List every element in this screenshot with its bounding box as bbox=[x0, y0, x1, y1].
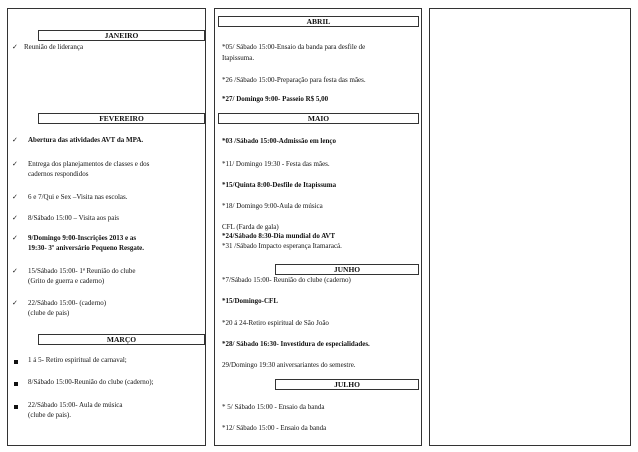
checkmark-icon: ✓ bbox=[12, 193, 18, 201]
fevereiro-item-6-cont: (Grito de guerra e caderno) bbox=[28, 277, 105, 285]
julho-item-1: * 5/ Sábado 15:00 - Ensaio da banda bbox=[222, 403, 325, 411]
fevereiro-header bbox=[38, 113, 205, 124]
abril-item-2: *26 /Sábado 15:00-Preparação para festa das mães. bbox=[222, 76, 366, 84]
maio-title: MAIO bbox=[307, 114, 330, 123]
janeiro-title: JANEIRO bbox=[104, 31, 139, 40]
fevereiro-item-4: 8/Sábado 15:00 – Visita aos pais bbox=[28, 214, 120, 222]
checkmark-icon: ✓ bbox=[12, 234, 18, 242]
junho-item-5: 29/Domingo 19:30 aniversariantes do semestre. bbox=[222, 361, 356, 369]
square-bullet-icon bbox=[14, 357, 18, 368]
janeiro-header bbox=[38, 30, 205, 41]
left-column-panel bbox=[7, 8, 206, 446]
janeiro-item-1: Reunião de liderança bbox=[24, 43, 84, 51]
fevereiro-item-5: 9/Domingo 9:00-Inscrições 2013 e as bbox=[28, 234, 137, 242]
fevereiro-item-2-cont: cadernos respondidos bbox=[28, 170, 89, 178]
fevereiro-item-2: Entrega dos planejamentos de classes e dos bbox=[28, 160, 150, 168]
julho-header bbox=[275, 379, 419, 390]
maio-item-5: CFL (Farda de gala) bbox=[222, 223, 279, 231]
abril-item-1-cont: Itapissuma. bbox=[222, 54, 255, 62]
checkmark-icon: ✓ bbox=[12, 136, 18, 144]
julho-item-2: *12/ Sábado 15:00 - Ensaio da banda bbox=[222, 424, 327, 432]
fevereiro-item-7: 22/Sábado 15:00- (caderno) bbox=[28, 299, 107, 307]
marco-title: MARÇO bbox=[106, 335, 137, 344]
maio-item-1: *03 /Sábado 15:00-Admissão em lenço bbox=[222, 137, 336, 145]
marco-item-2: 8/Sábado 15:00-Reunião do clube (caderno); bbox=[28, 378, 154, 386]
marco-item-3-cont: (clube de pais). bbox=[28, 411, 71, 419]
junho-header bbox=[275, 264, 419, 275]
maio-item-4: *18/ Domingo 9:00-Aula de música bbox=[222, 202, 323, 210]
abril-item-3: *27/ Domingo 9:00- Passeio R$ 5,00 bbox=[222, 95, 329, 103]
maio-item-7: *31 /Sábado Impacto esperança Itamaracá. bbox=[222, 242, 342, 250]
maio-item-6: *24/Sábado 8:30-Dia mundial do AVT bbox=[222, 232, 336, 240]
junho-item-4: *28/ Sábado 16:30- Investidura de especialidades. bbox=[222, 340, 370, 348]
abril-title: ABRIL bbox=[306, 17, 331, 26]
fevereiro-item-7-cont: (clube de pais) bbox=[28, 309, 70, 317]
abril-item-1: *05/ Sábado 15:00-Ensaio da banda para desfile de bbox=[222, 43, 366, 51]
junho-title: JUNHO bbox=[333, 265, 361, 274]
fevereiro-item-3: 6 e 7/Qui e Sex –Visita nas escolas. bbox=[28, 193, 128, 201]
maio-item-3: *15/Quinta 8:00-Desfile de Itapissuma bbox=[222, 181, 337, 189]
marco-item-3: 22/Sábado 15:00- Aula de música bbox=[28, 401, 123, 409]
square-bullet-icon bbox=[14, 379, 18, 390]
fevereiro-item-1: Abertura das atividades AVT da MPA. bbox=[28, 136, 144, 144]
checkmark-icon: ✓ bbox=[12, 160, 18, 168]
marco-header bbox=[38, 334, 205, 345]
checkmark-icon: ✓ bbox=[12, 299, 18, 307]
junho-item-1: *7/Sábado 15:00- Reunião do clube (caderno) bbox=[222, 276, 351, 284]
maio-header bbox=[218, 113, 419, 124]
maio-item-2: *11/ Domingo 19:30 - Festa das mães. bbox=[222, 160, 330, 168]
junho-item-2: *15/Domingo-CFL bbox=[222, 297, 278, 305]
checkmark-icon: ✓ bbox=[12, 267, 18, 275]
junho-item-3: *20 á 24-Retiro espiritual de São João bbox=[222, 319, 329, 327]
fevereiro-item-5-cont: 19:30- 3º aniversário Pequeno Resgate. bbox=[28, 244, 145, 252]
marco-item-1: 1 á 5- Retiro espiritual de carnaval; bbox=[28, 356, 127, 364]
fevereiro-title: FEVEREIRO bbox=[99, 114, 144, 123]
julho-title: JULHO bbox=[334, 380, 360, 389]
checkmark-icon: ✓ bbox=[12, 214, 18, 222]
abril-header bbox=[218, 16, 419, 27]
middle-column-panel bbox=[214, 8, 422, 446]
square-bullet-icon bbox=[14, 402, 18, 413]
right-column-panel bbox=[429, 8, 631, 446]
checkmark-icon: ✓ bbox=[12, 43, 18, 51]
fevereiro-item-6: 15/Sábado 15:00- 1ª Reunião do clube bbox=[28, 267, 136, 275]
